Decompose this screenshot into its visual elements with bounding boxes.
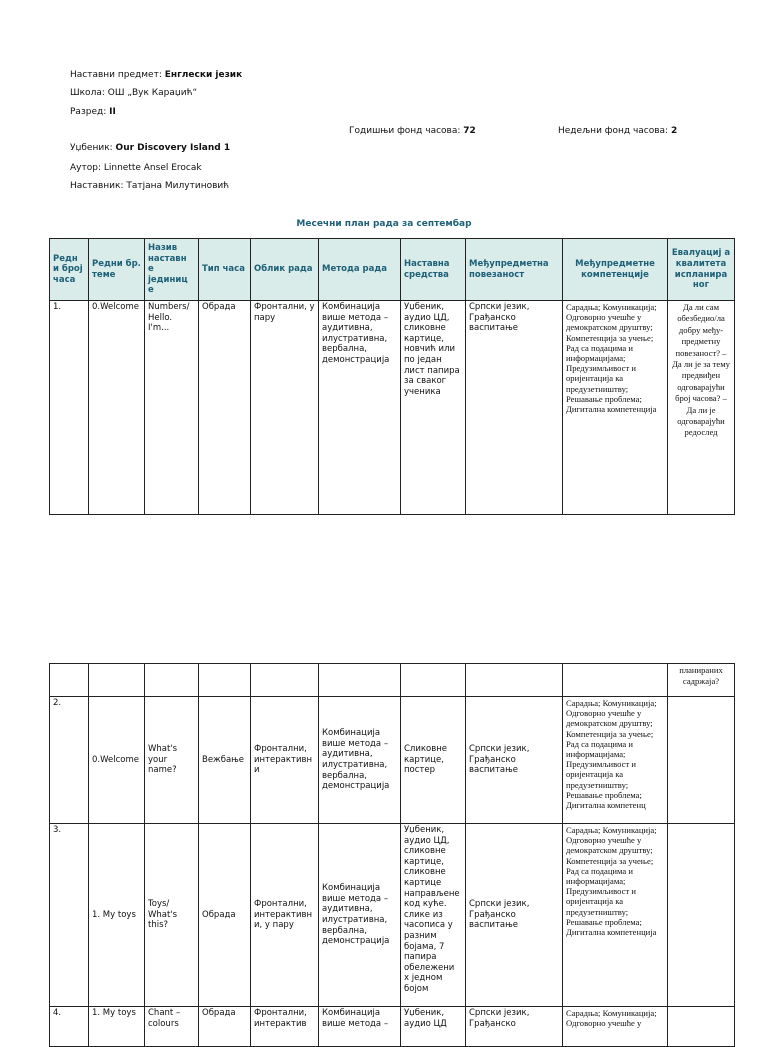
- table-row: [50, 664, 735, 697]
- author-label: Аутор:: [70, 163, 101, 173]
- cell-links: Српски језик, Грађанско васпитање: [466, 824, 563, 1007]
- col-header: Облик рада: [251, 239, 319, 301]
- subject-line: [70, 70, 242, 81]
- cell-num: 3.: [50, 824, 89, 1007]
- school-label: Школа:: [70, 88, 105, 98]
- col-header: Назив наставн е јединиц е: [145, 239, 199, 301]
- cell-evaluation-carry: планираних садржаја?: [668, 664, 735, 697]
- cell-form: Фронтални, интерактив: [251, 1007, 319, 1047]
- weekly-value: 2: [670, 126, 678, 136]
- cell-unit: What's your name?: [145, 697, 199, 824]
- annual-label: Годишњи фонд часова:: [349, 126, 461, 136]
- empty-cell: [401, 664, 466, 697]
- teacher-value: Татјана Милутиновић: [126, 181, 230, 191]
- table-row: [50, 824, 735, 1007]
- cell-means: Сликовне картице, постер: [401, 697, 466, 824]
- cell-theme: 1. My toys: [89, 1007, 145, 1047]
- grade-line: [70, 107, 116, 118]
- cell-links: Српски језик, Грађанско васпитање: [466, 697, 563, 824]
- empty-cell: [563, 664, 668, 697]
- empty-cell: [145, 664, 199, 697]
- subject-label: Наставни предмет:: [70, 70, 162, 80]
- table-row: [50, 697, 735, 824]
- grade-label: Разред:: [70, 107, 107, 117]
- empty-cell: [466, 664, 563, 697]
- cell-evaluation: [668, 824, 735, 1007]
- subject-value: Енглески језик: [164, 70, 243, 80]
- cell-type: Обрада: [199, 301, 251, 515]
- textbook-line: [70, 143, 230, 154]
- cell-method: Комбинација више метода –: [319, 1007, 401, 1047]
- cell-type: Вежбање: [199, 697, 251, 824]
- col-header: Међупредметне компетенције: [563, 239, 668, 301]
- cell-method: Комбинација више метода – аудитивна, илустративна, вербална, демонстрација: [319, 824, 401, 1007]
- textbook-label: Уџбеник:: [70, 143, 113, 153]
- col-header: Редн и број часа: [50, 239, 89, 301]
- cell-evaluation: Да ли сам обезбедио/ла добру међу-предметну повезаност? – Да ли је за тему предвиђен одговарајући број часова? – Да ли је одговарајући редослед: [668, 301, 735, 515]
- cell-unit: Numbers/ Hello. I'm...: [145, 301, 199, 515]
- cell-theme: 0.Welcome: [89, 301, 145, 515]
- col-header: Редни бр. теме: [89, 239, 145, 301]
- col-header: Метода рада: [319, 239, 401, 301]
- cell-form: Фронтални, у пару: [251, 301, 319, 515]
- annual-value: 72: [463, 126, 476, 136]
- cell-method: Комбинација више метода – аудитивна, илустративна, вербална, демонстрација: [319, 697, 401, 824]
- cell-unit: Chant – colours: [145, 1007, 199, 1047]
- weekly-fund: [558, 126, 677, 136]
- cell-means: Уџбеник, аудио ЦД, сликовне картице, сликовне картице направљене код куће. слике из часописа у разним бојама, 7 папира обележени х једном бојом: [401, 824, 466, 1007]
- table-row: [50, 301, 735, 515]
- cell-type: Обрада: [199, 824, 251, 1007]
- col-header: Наставна средства: [401, 239, 466, 301]
- table-header-row: [50, 239, 735, 301]
- teacher-line: [70, 181, 229, 192]
- empty-cell: [50, 664, 89, 697]
- plan-title: Месечни план рада за септембар: [296, 219, 472, 229]
- col-header: Евалуациј а квалитета испланира ног: [668, 239, 735, 301]
- cell-links: Српски језик, Грађанско васпитање: [466, 301, 563, 515]
- teacher-label: Наставник:: [70, 181, 124, 191]
- cell-type: Обрада: [199, 1007, 251, 1047]
- plan-table: [49, 238, 735, 515]
- col-header: Тип часа: [199, 239, 251, 301]
- cell-evaluation: [668, 697, 735, 824]
- author-line: [70, 163, 202, 174]
- school-value: ОШ „Вук Караџић“: [107, 88, 198, 98]
- empty-cell: [319, 664, 401, 697]
- author-value: Linnette Ansel Erocak: [103, 163, 202, 173]
- weekly-label: Недељни фонд часова:: [558, 126, 669, 136]
- cell-competences: Сарадња; Комуникација; Одговорно учешће у: [563, 1007, 668, 1047]
- annual-fund: [349, 126, 476, 136]
- cell-form: Фронтални, интерактивни: [251, 697, 319, 824]
- empty-cell: [251, 664, 319, 697]
- cell-means: Уџбеник, аудио ЦД: [401, 1007, 466, 1047]
- cell-competences: Сарадња; Комуникација; Одговорно учешће у демократском друштву; Компетенција за учење; Рад са подацима и информацијама; Предузимљивост и оријентација ка предузетништву; Решавање проблема; Дигитална компетенција: [563, 824, 668, 1007]
- cell-num: 1.: [50, 301, 89, 515]
- cell-method: Комбинација више метода – аудитивна, илустративна, вербална, демонстрација: [319, 301, 401, 515]
- grade-value: II: [109, 107, 116, 117]
- empty-cell: [89, 664, 145, 697]
- cell-competences: Сарадња; Комуникација; Одговорно учешће у демократском друштву; Компетенција за учење; Рад са подацима и информацијама; Предузимљивост и оријентација ка предузетништву; Решавање проблема; Дигитална компетенција: [563, 301, 668, 515]
- cell-theme: 1. My toys: [89, 824, 145, 1007]
- cell-form: Фронтални, интерактивни, у пару: [251, 824, 319, 1007]
- textbook-value: Our Discovery Island 1: [115, 143, 231, 153]
- plan-table-continued: [49, 663, 735, 1047]
- cell-unit: Toys/ What's this?: [145, 824, 199, 1007]
- col-header: Међупредметна повезаност: [466, 239, 563, 301]
- empty-cell: [199, 664, 251, 697]
- cell-theme: 0.Welcome: [89, 697, 145, 824]
- table-row: [50, 1007, 735, 1047]
- cell-evaluation: [668, 1007, 735, 1047]
- cell-num: 2.: [50, 697, 89, 824]
- cell-num: 4.: [50, 1007, 89, 1047]
- cell-links: Српски језик, Грађанско: [466, 1007, 563, 1047]
- cell-competences: Сарадња; Комуникација; Одговорно учешће у демократском друштву; Компетенција за учење; Рад са подацима и информацијама; Предузимљивост и оријентација ка предузетништву; Решавање проблема; Дигитална компетенц: [563, 697, 668, 824]
- cell-means: Уџбеник, аудио ЦД, сликовне картице, новчић или по један лист папира за сваког ученика: [401, 301, 466, 515]
- school-line: [70, 88, 197, 99]
